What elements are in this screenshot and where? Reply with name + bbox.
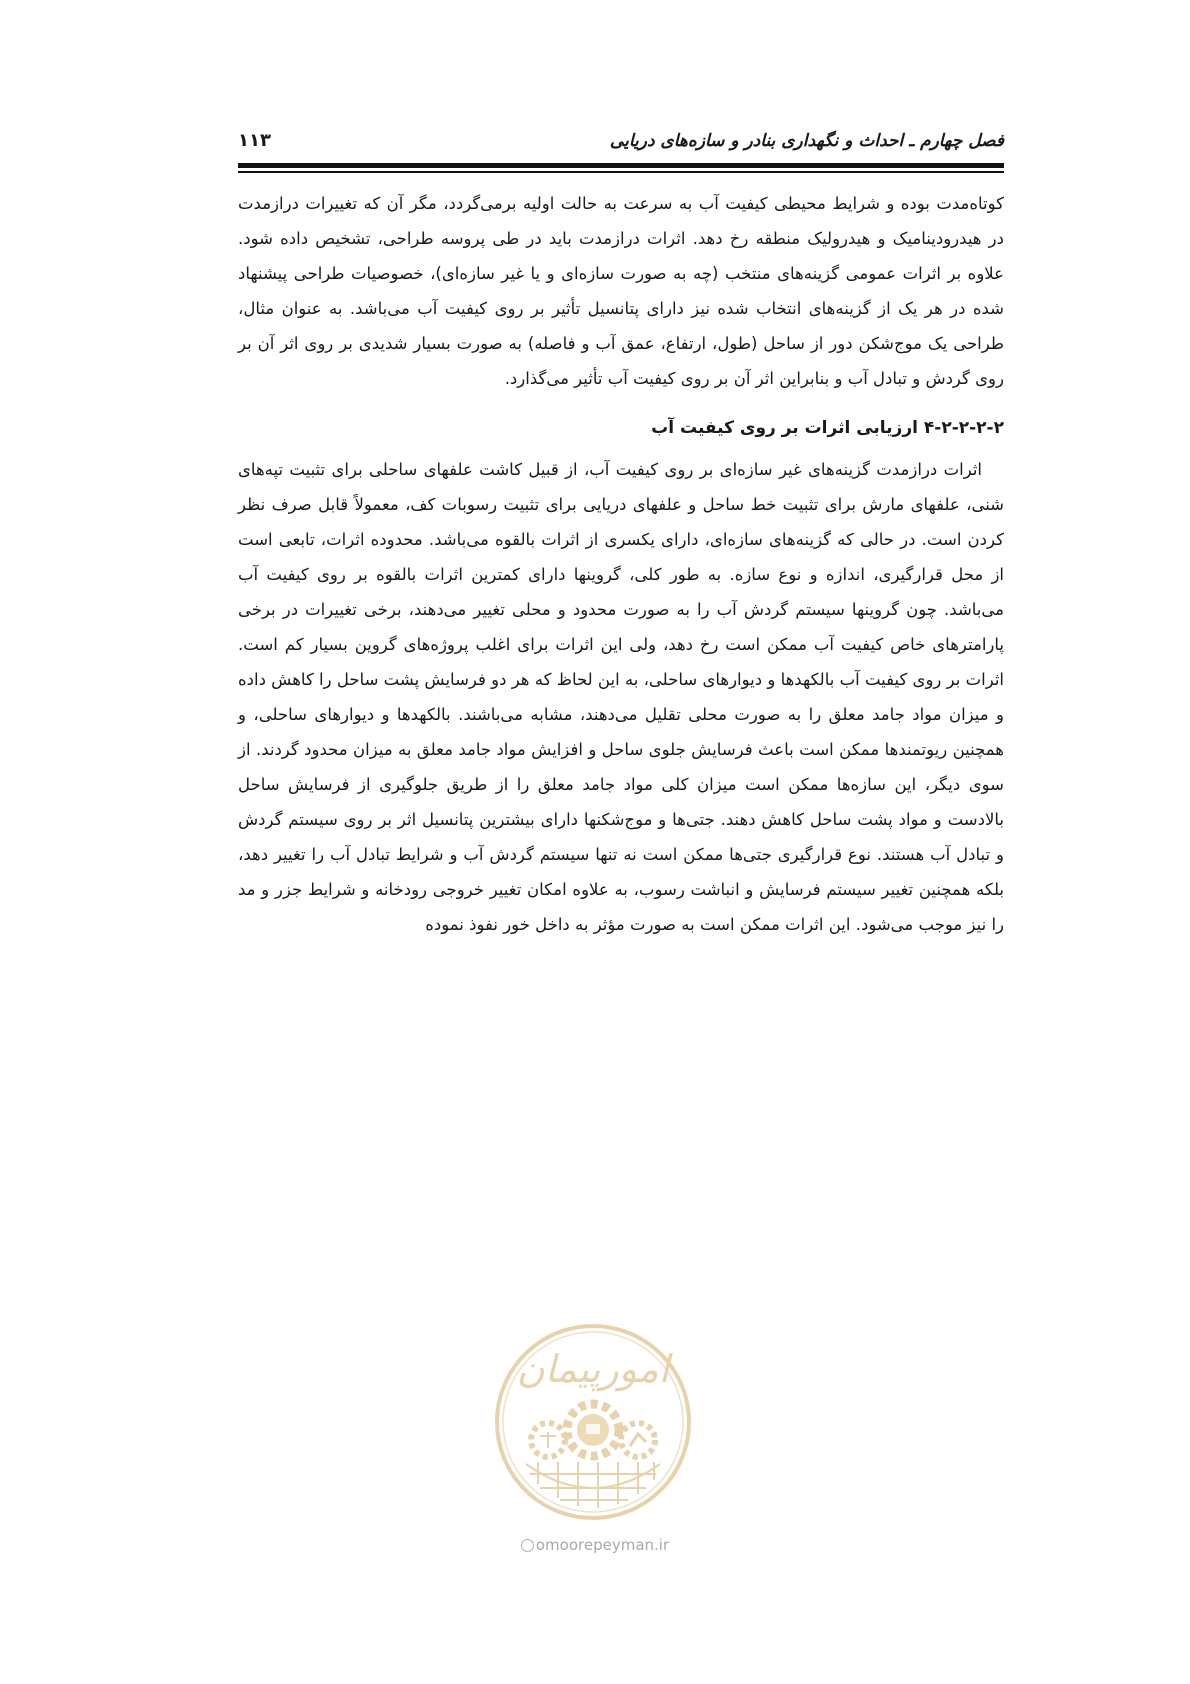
excavator-icon <box>621 1423 655 1457</box>
watermark-logo <box>478 1312 708 1532</box>
grid-icon <box>526 1462 660 1508</box>
gear-icon <box>567 1404 619 1456</box>
chapter-title: فصل چهارم ـ احداث و نگهداری بنادر و سازه‌های دریایی <box>609 131 1004 151</box>
at-sign-icon <box>521 1539 534 1552</box>
paragraph: کوتاه‌مدت بوده و شرایط محیطی کیفیت آب به سرعت به حالت اولیه برمی‌گردد، مگر آن که تغییرات درازمدت در هیدرودینامیک و هیدرولیک منطقه رخ دهد. اثرات درازمدت باید در طی پروسه طراحی، تشخیص داده شود. علاوه بر اثرات عمومی گزینه‌های منتخب (چه به صورت سازه‌ای و یا غیر سازه‌ای)، خصوصیات طراحی پیشنهاد شده در هر یک از گزینه‌های انتخاب شده نیز دارای پتانسیل تأثیر بر روی کیفیت آب می‌باشد. به عنوان مثال، طراحی یک موج‌شکن دور از ساحل (طول، ارتفاع، عمق آب و فاصله) به صورت بسیار شدیدی بر روی اثر آن بر روی گردش و تبادل آب و بنابراین اثر آن بر روی کیفیت آب تأثیر می‌گذارد. <box>238 194 1004 388</box>
section-heading: ۴-۲-۲-۲-۲ ارزیابی اثرات بر روی کیفیت آب <box>651 418 1004 438</box>
watermark-logo-text: امورپیمان <box>516 1347 670 1391</box>
body-text <box>238 186 1004 942</box>
header-rule-thin <box>238 171 1004 173</box>
watermark-url-text: omoorepeyman.ir <box>535 1536 670 1554</box>
watermark-url <box>470 1536 720 1554</box>
scales-icon <box>531 1423 565 1457</box>
running-header <box>238 124 1004 158</box>
paragraph: اثرات درازمدت گزینه‌های غیر سازه‌ای بر روی کیفیت آب، از قبیل کاشت علفهای ساحلی برای تثبیت تپه‌های شنی، علفهای مارش برای تثبیت خط ساحل و علفهای دریایی برای تثبیت رسوبات کف، معمولاً قابل صرف نظر کردن است. در حالی که گزینه‌های سازه‌ای، دارای یکسری از اثرات بالقوه می‌باشد. محدوده اثرات، تابعی است از محل قرارگیری، اندازه و نوع سازه. به طور کلی، گروینها دارای کمترین اثرات بالقوه بر روی کیفیت آب می‌باشد. چون گروینها سیستم گردش آب را به صورت محدود و محلی تغییر می‌دهند، برخی تغییرات در برخی پارامترهای خاص کیفیت آب ممکن است رخ دهد، ولی این اثرات برای اغلب پروژه‌های گروین بسیار کم است. اثرات بر روی کیفیت آب بالکهدها و دیوارهای ساحلی، به این لحاظ که هر دو فرسایش پشت ساحل را کاهش داده و میزان مواد جامد معلق را به صورت محلی تقلیل می‌دهند، مشابه می‌باشند. بالکهدها و دیوارهای ساحلی، و همچنین ریوتمندها ممکن است باعث فرسایش جلوی ساحل و افزایش مواد جامد معلق به میزان محدود گردند. از سوی دیگر، این سازه‌ها ممکن است میزان کلی مواد جامد معلق را از طریق جلوگیری از فرسایش ساحل بالادست و مواد پشت ساحل کاهش دهند. جتی‌ها و موج‌شکنها دارای بیشترین پتانسیل اثر بر روی سیستم گردش و تبادل آب هستند. نوع قرارگیری جتی‌ها ممکن است نه تنها سیستم گردش آب و شرایط تبادل آب را تغییر دهد، بلکه همچنین تغییر سیستم فرسایش و انباشت رسوب، به علاوه امکان تغییر خروجی رودخانه و شرایط جزر و مد را نیز موجب می‌شود. این اثرات ممکن است به صورت مؤثر به داخل خور نفوذ نموده <box>238 460 1004 934</box>
header-rule-thick <box>238 163 1004 168</box>
page-number: ۱۱۳ <box>238 130 271 151</box>
